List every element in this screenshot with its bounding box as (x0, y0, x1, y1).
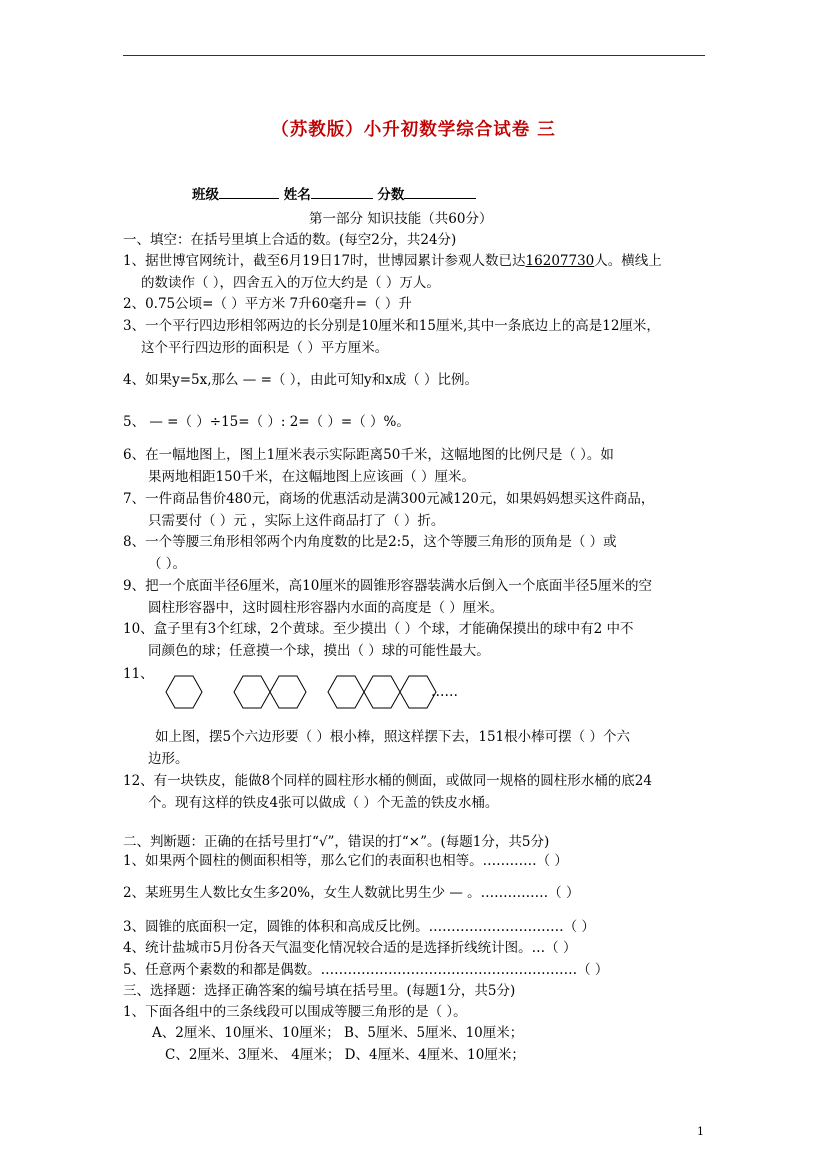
judge-4: 4、统计盐城市5月份各天气温变化情况较合适的是选择折线统计图。…（ ） (123, 940, 577, 956)
class-blank[interactable] (219, 184, 279, 199)
hexagon-3b (364, 676, 400, 708)
header-rule (123, 55, 705, 56)
question-2: 2、0.75公顷=（ ）平方米 7升60毫升=（ ）升 (123, 296, 412, 312)
question-1-line1: 1、据世博官网统计，截至6月19日17时，世博园累计参观人数已达16207730人。横线上 (123, 253, 662, 269)
page-title: （苏教版）小升初数学综合试卷 三 (271, 120, 556, 140)
question-6-line1: 6、在一幅地图上，图上1厘米表示实际距离50千米，这幅地图的比例尺是（ ）。如 (123, 447, 614, 463)
question-7-line1: 7、一件商品售价480元，商场的优惠活动是满300元减120元，如果妈妈想买这件商品， (123, 491, 655, 507)
section1-heading: 一、填空：在括号里填上合适的数。(每空2分，共24分) (123, 232, 457, 248)
visitor-count: 16207730 (525, 253, 595, 269)
question-11-number: 11、 (123, 666, 154, 682)
judge-2: 2、某班男生人数比女生多20%，女生人数就比男生少 — 。……………（ ） (123, 885, 580, 901)
score-label: 分数 (377, 187, 405, 203)
question-11-line1: 如上图，摆5个六边形要（ ）根小棒，照这样摆下去，151根小棒可摆（ ）个六 (155, 729, 630, 745)
choice-1: 1、下面各组中的三条线段可以围成等腰三角形的是（ ）。 (123, 1004, 467, 1020)
judge-1: 1、如果两个圆柱的侧面积相等，那么它们的表面积也相等。…………（ ） (123, 853, 568, 869)
question-7-line2: 只需要付（ ）元 ，实际上这件商品打了（ ）折。 (148, 513, 445, 529)
judge-5: 5、任意两个素数的和都是偶数。…………………………………………………（ ） (123, 962, 609, 978)
question-8-line2: （ ）。 (148, 556, 187, 572)
question-3-line2: 这个平行四边形的面积是（ ）平方厘米。 (141, 340, 389, 356)
question-1-line2: 的数读作（ ），四舍五入的万位大约是（ ）万人。 (141, 275, 440, 291)
question-10-line1: 10、盒子里有3个红球，2个黄球。至少摸出（ ）个球，才能确保摸出的球中有2 中不 (123, 621, 634, 637)
choice-1-options-cd: C、2厘米、3厘米、 4厘米； D、4厘米、4厘米、10厘米； (165, 1047, 525, 1063)
hexagon-1 (166, 676, 202, 708)
choice-1-options-ab: A、2厘米、10厘米、10厘米； B、5厘米、5厘米、10厘米； (152, 1025, 524, 1041)
section2-heading: 二、判断题：正确的在括号里打“√”，错误的打“×”。(每题1分，共5分) (123, 834, 550, 850)
student-info-line (192, 184, 476, 204)
hexagon-2a (234, 676, 270, 708)
question-10-line2: 同颜色的球；任意摸一个球，摸出（ ）球的可能性最大。 (148, 643, 490, 659)
name-blank[interactable] (311, 184, 373, 199)
hexagon-3a (328, 676, 364, 708)
question-12-line2: 个。现有这样的铁皮4张可以做成（ ）个无盖的铁皮水桶。 (148, 795, 499, 811)
question-4: 4、如果y=5x,那么 — =（ ），由此可知y和x成（ ）比例。 (123, 372, 478, 388)
class-label: 班级 (192, 187, 219, 203)
name-label: 姓名 (283, 187, 311, 203)
part1-heading: 第一部分 知识技能（共60分） (309, 211, 493, 227)
question-12-line1: 12、有一块铁皮，能做8个同样的圆柱形水桶的侧面，或做同一规格的圆柱形水桶的底24 (123, 773, 652, 789)
question-3-line1: 3、一个平行四边形相邻两边的长分别是10厘米和15厘米,其中一条底边上的高是12厘米， (123, 318, 660, 334)
score-blank[interactable] (404, 184, 476, 199)
page-number: 1 (697, 1125, 704, 1138)
hexagon-ellipsis: …… (431, 684, 458, 700)
hexagon-2b (270, 676, 306, 708)
section3-heading: 三、选择题：选择正确答案的编号填在括号里。(每题1分，共5分) (123, 983, 516, 999)
question-6-line2: 果两地相距150千米，在这幅地图上应该画（ ）厘米。 (148, 469, 476, 485)
question-9-line1: 9、把一个底面半径6厘米，高10厘米的圆锥形容器装满水后倒入一个底面半径5厘米的空 (123, 578, 652, 594)
question-11-line2: 边形。 (148, 751, 189, 767)
question-8-line1: 8、一个等腰三角形相邻两个内角度数的比是2:5，这个等腰三角形的顶角是（ ）或 (123, 534, 617, 550)
judge-3: 3、圆锥的底面积一定，圆锥的体积和高成反比例。…………………………（ ） (123, 919, 595, 935)
question-5: 5、 — =（ ）÷15=（ ）: 2=（ ）=（ ）%。 (123, 414, 410, 430)
question-9-line2: 圆柱形容器中，这时圆柱形容器内水面的高度是（ ）厘米。 (148, 600, 504, 616)
